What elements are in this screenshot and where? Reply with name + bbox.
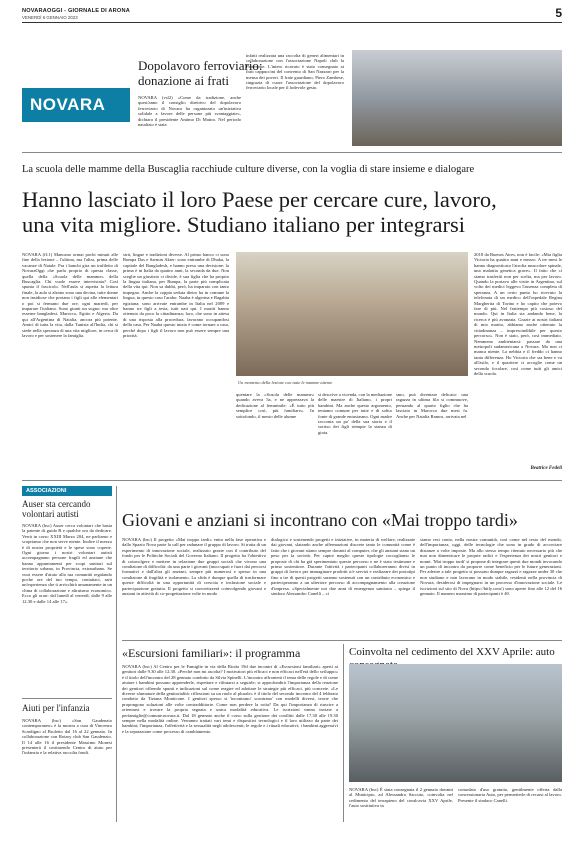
story3-headline: Giovani e anziani si incontrano con «Mai troppo tardi» bbox=[122, 510, 518, 530]
story5-headline: Coinvolta nel cedimento del XXV Aprile: auto bbox=[349, 646, 555, 658]
divider-lower bbox=[122, 640, 562, 641]
story5-col1: NOVARA (bsc) È stata consegnata il 2 gennaio davanti al Municipio, ad Alessandra Saccuto, coinvolta nel cedimento del terrapieno del cavalcavia XXV Aprile, l'auto sostitutiva in bbox=[349, 787, 453, 809]
main-story-author: Beatrice Fedeli bbox=[530, 466, 562, 471]
main-story-headline-line1: Hanno lasciato il loro Paese per cercare cure, lavoro, bbox=[22, 187, 497, 212]
top-story-col2: infatti realizzata una raccolta di generi alimentari in collaborazione con l'associazione Napoli club la Partenope. L'intero ricavato è stato consegnato ai frati cappuccini del convento di San Nazzaro per la mensa dei poveri. Il frate guardiano, Piero Zambese, ringrazia di cuore l'associazione del dopolavoro ferroviario locale per il lodevole gesto. bbox=[246, 53, 344, 91]
sidebar-body: NOVARA (bsc) Auser cerca volontari che basta la patente di guida B e qualche ora da dedicare. Verrà in corso XXIII Marzo 204, ne parliamo e scopriamo che non serve niente. Inoltre il mezzo è di nostra proprietà e le spese sono coperte. Ogni giorno i nostri volontari autisti accompagnano persone fragili ed anziane che hanno appuntamenti per scopi sanitari sul territorio urbano, in Provincia, extraurbano. Se vuoi essere d'aiuto alla tua comunità regalando poche ore del tuo tempo, contattaci, sarà un'esperienza che ti arricchirà umanamente in un clima di collaborazione e altruismo economico. Ecco gli orari: dal lunedì al venerdì, dalle 9 alle 12.30 e dalle 14 alle 17». bbox=[22, 523, 112, 604]
divider-top bbox=[22, 152, 562, 153]
story3-col1: NOVARA (bsc) Il progetto «Mai troppo tardi» entra nella fase operativa e dallo Spazio Nova parte la call per radunare il gruppo di lavoro. Si tratta di un esperimento di innovazione sociale, realizzato grazie con il contributo del fondo per le Politiche Sociali del Governo Italiano. Il progetto ha l'obiettivo di coinvolgere e mettere in relazione due gruppi sociali che vivono una condizione di difficoltà: da una parte i giovani (inoccupati e fuori dai percorsi formativi e dall'altra gli anziani, sempre più numerosi e spesso in una condizione di fragilità e isolamento. La sfida è dunque quella di trasformare queste difficoltà in una opportunità di crescita e inclusione sociale e partecipazione gratuita. Il progetto si concretizzerà coinvolgendo giovani e anziani in attività di co-progettazione volte in modo bbox=[122, 537, 266, 597]
story5-photo bbox=[349, 664, 562, 782]
main-story-photo bbox=[236, 252, 468, 376]
main-story-col4: smo, può diventare delicato: una ragazza in ultima fila si commuove, pensando al quarto figlio che ha lasciato in Marocco due mesi fa. Anche per Natalia Ramos, arrivata nel bbox=[396, 392, 468, 419]
sidebar-divider bbox=[22, 698, 112, 699]
top-story-title-line2: donazione ai frati bbox=[138, 73, 229, 88]
issue-date: VENERDÌ 6 GENNAIO 2023 bbox=[22, 15, 78, 20]
section-label: NOVARA bbox=[22, 88, 130, 122]
story4-body: NOVARA (bsc) Al Centro per le Famiglie in via della Riotta 19d due incontri di «Escursioni familiari» aperti ai genitori dalle 9.30 alle 12.30. «Perché non mi ascolta? I motivatori più efficaci e non efficaci nell'età dello sviluppo» è il titolo dell'incontro del 28 gennaio condotto da Silvia Spinelli. L'incontro affronterà il tema delle regole e di come aiutare i bambini possano apprenderle, rispettare e rifiutarsi a seguirle; si approfondirà l'importanza della reazione dei genitori offrendo spunti e indicazioni sul come reagire ed adottare le strategie più efficaci, più concrete. «Le diverse sfumature della genitorialità: riflessioni su un ruolo al plurale» è il titolo del secondo incontro del 4 febbraio condotto da Tiziana Monticone. I genitori spesso si 'incontrano' scontrano' con modelli diversi, teorie che propongono soluzioni alle volte contraddittorie. Come non perdere la rotta? Da qui l'importanza di riuscire a orientarsi e trovare la propria segnata e unica modalità educativa. Le iscrizioni vanno inviate a perfamiglie@comune.novara.it. Dal 18 gennaio anche il corso sulla gestione dei conflitti dalle 17.30 alle 19.30 sempre nella modalità online. Verranno trattati vari temi e dispositivi tecnologici e il loro utilizzo da parte dei bambini; l'importanza, l'affettività e la sessualità negli adolescenti; le regole e i rituali educativi; i bambini aggressivi e la separazione come processo di cambiamento. bbox=[122, 664, 338, 734]
sidebar-section-label: ASSOCIAZIONI bbox=[22, 486, 112, 496]
top-story-photo bbox=[352, 50, 562, 146]
main-story-headline-line2: una vita migliore. Studiano italiano per integrarsi bbox=[22, 212, 466, 237]
lower-vertical-rule bbox=[343, 644, 344, 822]
main-story-headline bbox=[22, 187, 562, 237]
divider-middle bbox=[22, 480, 562, 481]
sidebar-body2: NOVARA (bsc) «San Gaudenzio contemporaneo» è la mostra a cura di Vincenzo Scardigno al Broletto dal 16 al 22 gennaio. In collaborazione con Rotary club San Gaudenzio. Il 14 alle 16 il presidente Massimo Monesi presenterà il costituendo Centro di aiuto per l'infanzia e la relativa raccolta fondi. bbox=[22, 718, 112, 756]
page-number: 5 bbox=[555, 6, 562, 20]
main-story-col3: quentare la «Scuola delle mamme» quando aveva 5a, e ne apprezzava la dedicazione al femminile: «È tutto più semplice così, più familiare». In sottofondo, il mesto delle alunne bbox=[236, 392, 314, 419]
sidebar-title bbox=[22, 499, 112, 519]
main-story-col5: 2018 da Buenos Aires, non è facile: «Mia figlia Victoria ha quattro anni e mezzo. A tre mesi le hanno diagnosticato l'atrofia muscolare spinale, una malattia genetica grave». Il fatto che ci siamo trasferiti non per scelta, ma per lavoro. Quando la portavo alle visite in Argentina, sul volto dei medici leggevo l'assenza completa di speranza. A un certo punto ho ricevuto la telefonata di un medico dell'ospedale Regina Margherita di Torino e ho capito che potevo fare di più. Nel frattempo più costoso del mondo. Qui in Italia sta andando bene, la ricerca è più avanzata. Grazie ai nostri italiani di mio marito, abbiamo anche ottenuto la cittadinanza – imprescindibile per questo percorso». Non è stato, però, così immediato. Nemmeno ambientarsi: passare da una metropoli sudamericana a Novara. Ma non ci manca niente. La nebbia e il freddo ci hanno tanta differenza. Ho Victoria che sta bene e va all'asilo, e il quartiere ci accoglie come un secondo focolare, così come tutti gli amici della scuola. bbox=[474, 252, 562, 376]
sidebar-vertical-rule bbox=[116, 486, 117, 822]
top-story-col1: NOVARA (vsl2) «Come da tradizione, anche quest'anno il consiglio direttivo del dopolavoro ferroviario di Novara ha organizzato un'iniziativa solidale a favore delle persone più svantaggiate», dichiara il presidente Antimo Di Maitro. Nel periodo natalizio è stata bbox=[138, 95, 241, 128]
sidebar-title2: Aiuti per l'infanzia bbox=[22, 703, 90, 713]
sidebar-title-line2: volontari autisti bbox=[22, 509, 79, 519]
publication-name: NOVARAOGGI - GIORNALE DI ARONA bbox=[22, 8, 130, 14]
top-story-title-line1: Dopolavoro ferroviario: bbox=[138, 58, 263, 73]
header-rule bbox=[22, 22, 562, 23]
sidebar-title-line1: Auser sta cercando bbox=[22, 499, 91, 509]
main-story-col3b: si descrive a vicenda, con la mediazione delle maestre di Italiano, i propri bambini. Ma anche questo argomento, teniamo comune per tutte e di solito fonte di grande entusiasmo. Ogni madre racconta un po' della sua storia e il sorriso dei figli riempie la stanza di gioia. bbox=[318, 392, 392, 435]
story4-headline: «Escursioni familiari»: il programma bbox=[122, 646, 301, 660]
story3-col3: siamo resi conto, nella nostra comunità, così come nel resto del mondo, dell'importanza, oggi, delle tecnologie che sono in grado di accorciare distanze a volte imposte. Ma allo stesso tempo ritenuto necessario più che mai non dimenticare le proprie radici e l'esperienza dei nostri genitori e nonni. 'Mai troppo tardi' si propone di integrare questi due mondi invocando un punto di incontro da proporre come beneficio per le future generazioni. Per aderire a tale progetto si possono dunque ragazzi e ragazze under 30 che non studiano e non lavorano in modo stabile, residenti nella provincia di Novara, desiderosi di impegnarsi in un processo d'innovazione sociale. Le iscrizioni sul sito di Nova (https://bitly.com/) sono aperte fino alle 12 del 16 gennaio. Il numero massimo di partecipanti è 40. bbox=[420, 537, 562, 597]
main-story-kicker: La scuola delle mamme della Buscaglia racchiude culture diverse, con la voglia di stare insieme e dialogare bbox=[22, 164, 475, 175]
story5-col2: comodato d'uso gratuito, gentilmente offerta dalla concessionaria Auto, per permetterle di recarsi al lavoro. Presente il sindaco Canelli. bbox=[458, 787, 562, 803]
main-story-photo-caption: Un momento della lezione con tutte le mamme attente bbox=[238, 380, 333, 385]
main-story-col1: NOVARA (fl:1) Mancano ormai pochi minuti alle fine della lezione – l'ultima, ma l'altra, prima delle vacanze di Natale. Fra i banchi gira un trafiletto di NovaraOggi che parla proprio di questa classe, quella della «Scuola delle mamme» della Buscaglia. Chi vuole essere intervistata? Così spunta il fascicolo. Nell'aula si aspetta la lettura finale, la aula si alzano sono una decina, tutte donne non insidiose che portano i figli qui alle elementari o poi si fermano due ore, ogni martedì, per imparare l'italiano. Sono giunti un sogno: ma oltre esserne bangladesi, Marocco, Egitto e Algeria. Da qui all'Argentina di Natalia, ancora più potente. Amici di tutta la vita, dalla Tunisia all'India, chi si siede nella speranza di una vita migliore, in cerca di lavoro e per sostenere la famiglia. bbox=[22, 252, 118, 339]
main-story-col2: sirti, lingue e tradizioni diverse. Al primo banco ci sono Rumpa Das e Sarmin Akter: sono entrambe di Dhaka, la capitale del Bangladesh, e hanno preso una decisione: la prima è in Italia da quattro anni, la seconda da due. Non sceglie un giustizio ci divide, è sua figlia che ha proprio la lingua italiana, per Rumpa, la parte più complicata della vita qui. Non sa dubbi, però, ha imparato con tanto impegno. Anche la coppia seduta dietro ha in comune la lingua, in questo caso l'arabo: Naaba è algerina e Ragabia egiziana; sono arrivate entrambe in Italia nel 2009 e hanno tre figli a testa, tutti nati qui. I mariti hanno ottenuto da poco la cittadinanza; loro, che sono in attesa di una risposta alla procedura, lavorano occupandosi della casa. Per Naaba questo inizio è come tornare a casa, perché dopo i figli il lavoro non può essere sempre una priorità. bbox=[123, 252, 229, 339]
story3-col2: dialogico e sostenendo progetti e iniziative, in materia di welfare, realizzate dai giovani, slatando anche affermazioni discrete tanto le comunità come è fatto che i giovani stiano sempre davanti al computer, che gli anziani siano un peso per la società. Per capire meglio queste tipologie raccogliamo le proposte di chi ha già sperimentato questo percorso e ne è stato testimone e primo sostenitore. Durante l'attività i partecipanti collaboreranno divisi in gruppi di lavoro per immaginare prodotti o/e servizi e realizzare dei prototipi fino a tre di questi progetti saranno sostenuti con un contributo economico e parteciperanno a un ulteriore percorso di accompagnamento alla creazione d'impresa. «Specialmente noi due anni di emergenza sanitaria – spiega il sindaco Alessandro Canelli – ci bbox=[271, 537, 415, 597]
